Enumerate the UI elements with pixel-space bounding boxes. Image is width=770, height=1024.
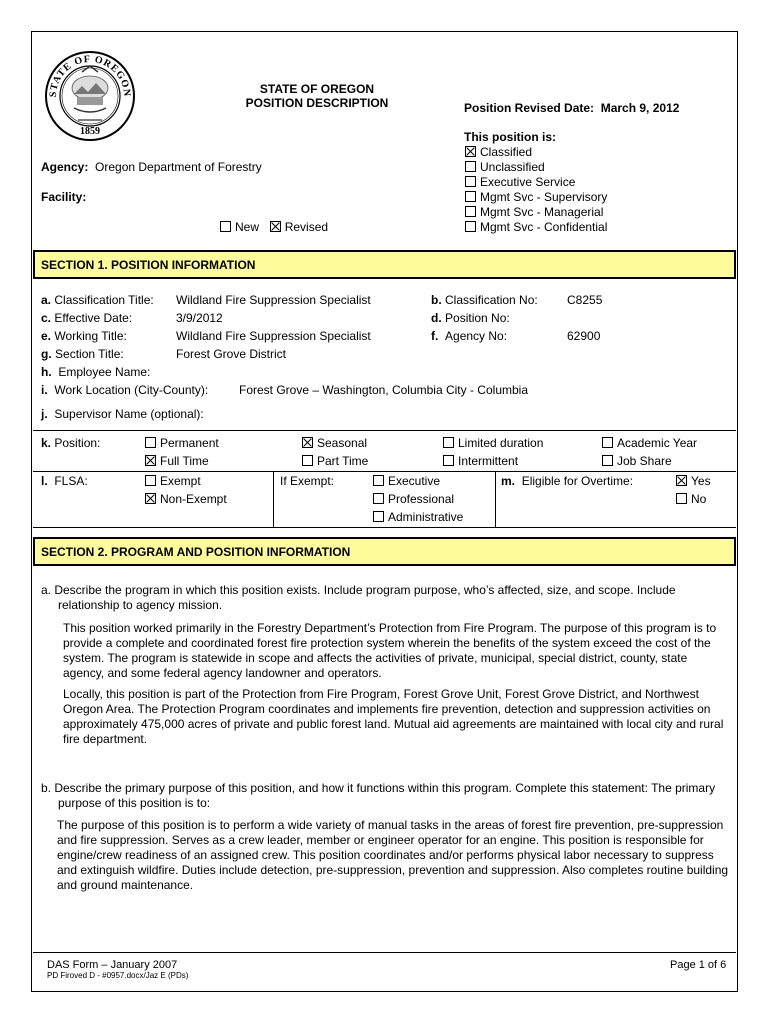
field-d: d. Position No: xyxy=(431,311,510,325)
checkbox-option xyxy=(373,492,454,507)
checkbox-label: Mgmt Svc - Confidential xyxy=(480,220,608,234)
checkbox[interactable] xyxy=(302,455,313,466)
checkbox[interactable] xyxy=(145,475,156,486)
checkbox-label: Executive Service xyxy=(480,175,576,189)
checkbox[interactable] xyxy=(465,206,476,217)
field-g: g. Section Title: xyxy=(41,347,124,361)
effective-date-value: 3/9/2012 xyxy=(176,311,223,325)
checkbox-option xyxy=(145,436,219,451)
checkbox[interactable] xyxy=(302,437,313,448)
checkbox-label: Permanent xyxy=(160,436,219,450)
checkbox-option xyxy=(465,160,545,175)
checkbox-option xyxy=(302,436,367,451)
checkbox-option xyxy=(373,510,463,525)
answer-b-paragraph: The purpose of this position is to perform a wide variety of manual tasks in the areas of forest fire prevention, pre-suppression and fire suppression. Serves as a crew leader, member or engineer operator for an engine. This position is responsible for engine/crew readiness of an assigned crew. This position coordinates and/or performs physical labor necessary to suppress and extinguish wildfire. Duties include detection, pre-suppression, prevention and suppression. Also completes routine building and ground maintenance. xyxy=(57,818,729,892)
checkbox[interactable] xyxy=(145,493,156,504)
checkbox-label: Limited duration xyxy=(458,436,544,450)
field-c: c. Effective Date: xyxy=(41,311,133,325)
checkbox[interactable] xyxy=(443,455,454,466)
checkbox-label: Executive xyxy=(388,474,441,488)
checkbox-label: Mgmt Svc - Managerial xyxy=(480,205,604,219)
checkbox[interactable] xyxy=(676,475,687,486)
answer-a-paragraph-1: This position worked primarily in the Forestry Department’s Protection from Fire Program. The purpose of this program is to provide a complete and coordinated forest fire protection system wherein the benefits of the system exceed the cost of the system. The program is statewide in scope and affects the activities of private, municipal, special district, county, state agency, and some federal agency landowner and operators. xyxy=(63,621,717,680)
new-label: New xyxy=(235,220,260,234)
new-revised-group xyxy=(220,220,328,235)
oregon-seal-icon xyxy=(44,50,136,142)
revised-date-value: March 9, 2012 xyxy=(600,101,680,115)
checkbox-label: Professional xyxy=(388,492,455,506)
question-b: b. Describe the primary purpose of this position, and how it functions within this program. Complete this statement: The primary purpose of this position is to: xyxy=(41,781,716,810)
checkbox-label: Yes xyxy=(691,474,711,488)
checkbox-option xyxy=(145,454,209,469)
revised-checkbox[interactable] xyxy=(270,221,281,232)
facility-label: Facility: xyxy=(41,190,87,204)
checkbox[interactable] xyxy=(145,437,156,448)
revised-date-label: Position Revised Date: xyxy=(464,101,595,115)
checkbox-label: Unclassified xyxy=(480,160,545,174)
section2-header xyxy=(33,537,736,566)
checkbox-option xyxy=(465,175,575,190)
checkbox-option xyxy=(465,145,532,160)
seal-text: STATE OF OREGON xyxy=(47,53,133,98)
seal-year: 1859 xyxy=(80,126,100,137)
checkbox-option xyxy=(465,205,603,220)
footer-form: DAS Form – January 2007 xyxy=(47,959,178,971)
question-a: a. Describe the program in which this position exists. Include program purpose, who’s affected, size, and scope. Include relationship to agency mission. xyxy=(41,583,676,612)
agency-no-value: 62900 xyxy=(567,329,601,343)
classification-no-value: C8255 xyxy=(567,293,603,307)
if-exempt-label: If Exempt: xyxy=(280,474,335,488)
work-location-value: Forest Grove – Washington, Columbia City - Columbia xyxy=(239,383,528,397)
classification-title-value: Wildland Fire Suppression Specialist xyxy=(176,293,371,307)
checkbox-label: Intermittent xyxy=(458,454,519,468)
checkbox-label: Administrative xyxy=(388,510,464,524)
checkbox-option xyxy=(602,454,672,469)
checkbox[interactable] xyxy=(602,455,613,466)
checkbox-label: Academic Year xyxy=(617,436,698,450)
checkbox-option xyxy=(302,454,368,469)
checkbox-option xyxy=(145,492,227,507)
checkbox-label: Classified xyxy=(480,145,533,159)
checkbox[interactable] xyxy=(602,437,613,448)
footer-file: PD Firoved D - #0957.docx/Jaz E (PDs) xyxy=(47,971,189,980)
checkbox-label: Non-Exempt xyxy=(160,492,227,506)
footer-page: Page 1 of 6 xyxy=(670,959,727,971)
position-is-title: This position is: xyxy=(464,130,556,144)
table-rule-top xyxy=(33,430,736,431)
section1-header xyxy=(33,250,736,279)
footer-rule xyxy=(33,952,736,953)
checkbox-label: Mgmt Svc - Supervisory xyxy=(480,190,608,204)
field-e: e. Working Title: xyxy=(41,329,127,343)
checkbox[interactable] xyxy=(465,176,476,187)
field-i: i. Work Location (City-County): xyxy=(41,383,209,397)
table-divider-2 xyxy=(495,471,496,527)
agency-label: Agency: xyxy=(41,160,89,174)
checkbox[interactable] xyxy=(443,437,454,448)
table-divider-1 xyxy=(273,471,274,527)
field-m: m. Eligible for Overtime: xyxy=(501,474,634,488)
working-title-value: Wildland Fire Suppression Specialist xyxy=(176,329,371,343)
answer-a-paragraph-2: Locally, this position is part of the Protection from Fire Program, Forest Grove Unit, Forest Grove District, and Northwest Oregon Area. The Protection Program coordinates and implements fire prevention, detection and suppression activities on approximately 475,000 acres of private and public forest land. Mutual aid agreements are maintained with local city and rural fire department. xyxy=(63,687,724,746)
checkbox-option xyxy=(145,474,201,489)
new-checkbox[interactable] xyxy=(220,221,231,232)
table-rule-bottom xyxy=(33,527,736,528)
field-b: b. Classification No: xyxy=(431,293,538,307)
table-rule-mid xyxy=(33,471,736,472)
checkbox-option xyxy=(465,220,607,235)
field-h: h. Employee Name: xyxy=(41,365,151,379)
agency-line xyxy=(41,160,262,175)
checkbox-option xyxy=(602,436,697,451)
field-k: k. Position: xyxy=(41,436,101,450)
field-f: f. Agency No: xyxy=(431,329,508,343)
checkbox[interactable] xyxy=(145,455,156,466)
checkbox-option xyxy=(373,474,440,489)
checkbox[interactable] xyxy=(465,221,476,232)
section1-title: SECTION 1. POSITION INFORMATION xyxy=(41,258,256,272)
revised-label: Revised xyxy=(284,220,329,234)
checkbox-option xyxy=(443,454,518,469)
checkbox-label: Part Time xyxy=(317,454,369,468)
field-l: l. FLSA: xyxy=(41,474,88,488)
checkbox-label: Seasonal xyxy=(317,436,368,450)
state-title: STATE OF OREGON xyxy=(259,82,375,96)
checkbox-option xyxy=(443,436,543,451)
checkbox-option xyxy=(465,190,607,205)
checkbox-label: Full Time xyxy=(160,454,209,468)
checkbox[interactable] xyxy=(373,511,384,522)
revised-date-line xyxy=(464,101,679,116)
checkbox-label: No xyxy=(691,492,707,506)
checkbox[interactable] xyxy=(465,146,476,157)
checkbox-option xyxy=(676,492,706,507)
section-title-value: Forest Grove District xyxy=(176,347,287,361)
agency-value: Oregon Department of Forestry xyxy=(95,160,262,174)
checkbox[interactable] xyxy=(465,191,476,202)
field-a: a. Classification Title: xyxy=(41,293,154,307)
section2-title: SECTION 2. PROGRAM AND POSITION INFORMATION xyxy=(41,545,351,559)
checkbox[interactable] xyxy=(373,493,384,504)
checkbox[interactable] xyxy=(465,161,476,172)
field-j: j. Supervisor Name (optional): xyxy=(41,407,204,421)
checkbox-option xyxy=(676,474,711,489)
checkbox-label: Exempt xyxy=(160,474,201,488)
checkbox[interactable] xyxy=(676,493,687,504)
checkbox[interactable] xyxy=(373,475,384,486)
checkbox-label: Job Share xyxy=(617,454,672,468)
document-title: POSITION DESCRIPTION xyxy=(245,96,389,110)
